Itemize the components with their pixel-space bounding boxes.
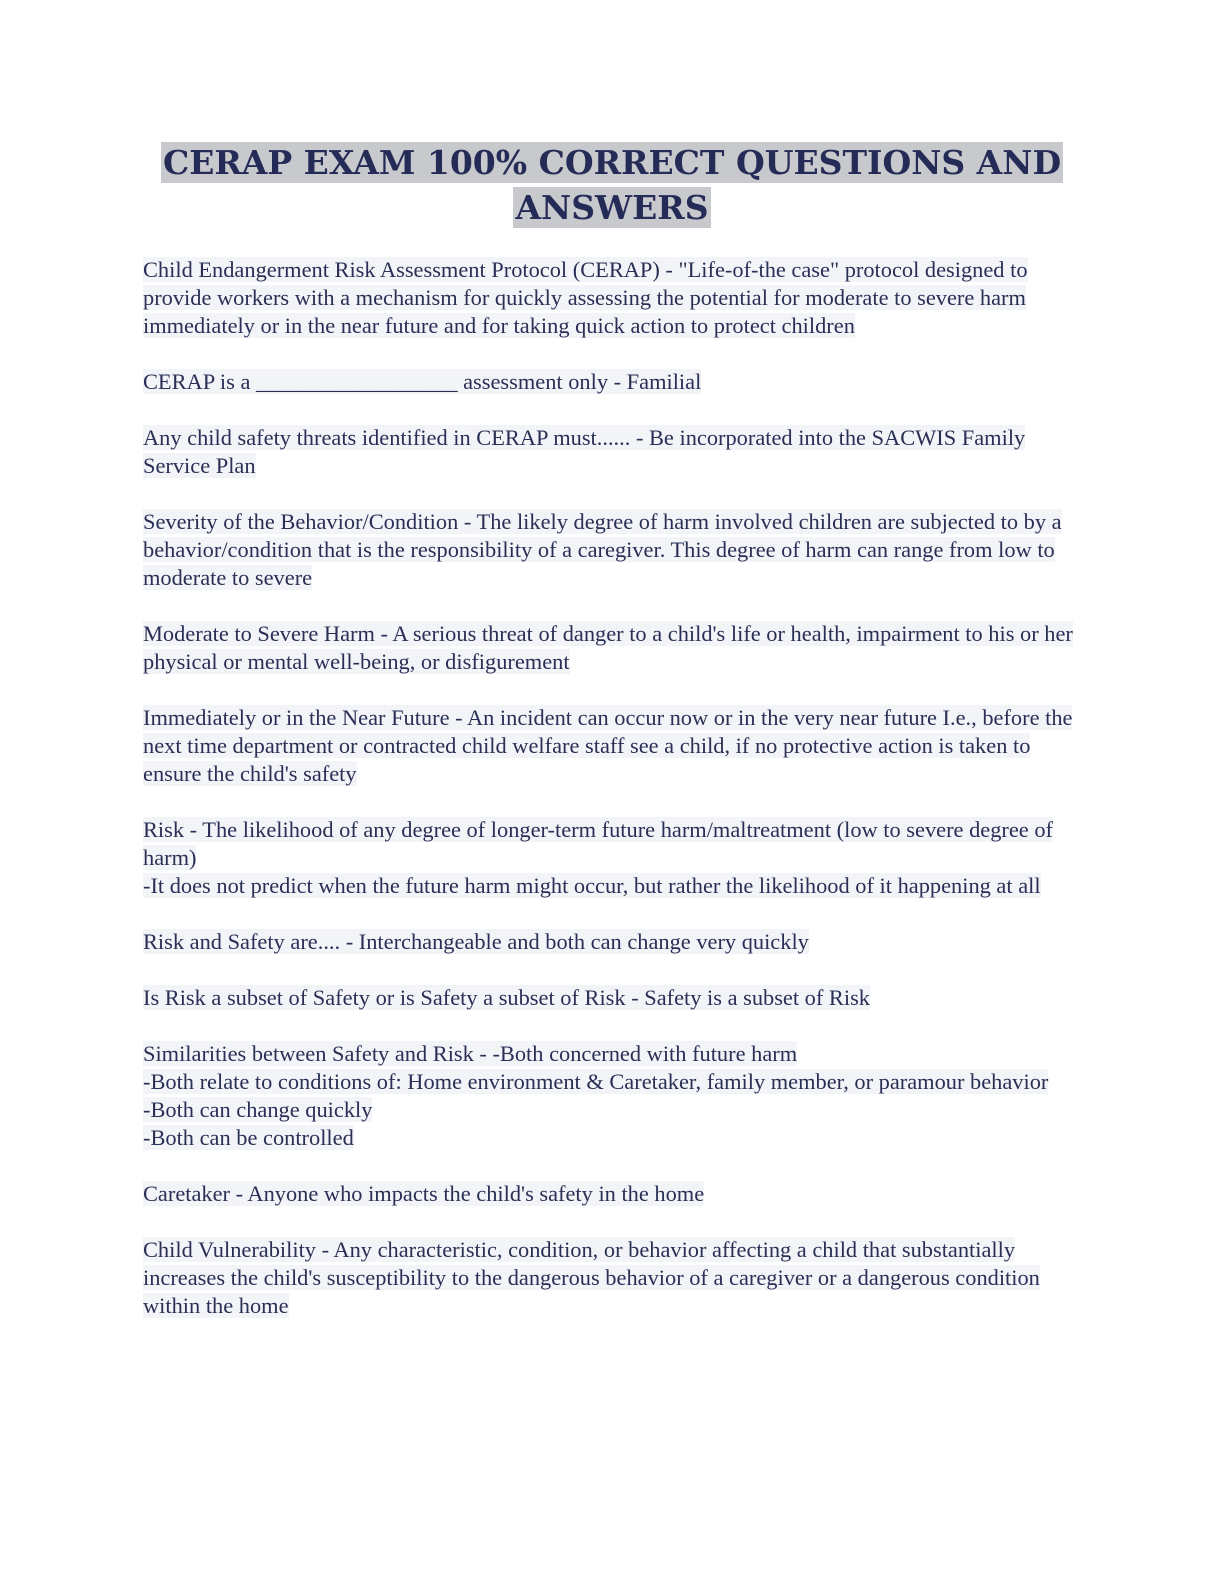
qa-item: Caretaker - Anyone who impacts the child's safety in the home <box>143 1181 705 1206</box>
document-title <box>0 140 1224 230</box>
qa-item: Any child safety threats identified in CERAP must...... - Be incorporated into the SACWIS Family Service Plan <box>143 425 1026 478</box>
qa-item: Child Vulnerability - Any characteristic, condition, or behavior affecting a child that substantially increases the child's susceptibility to the dangerous behavior of a caregiver or a dangerous condition within the home <box>143 1237 1040 1318</box>
qa-item: Immediately or in the Near Future - An incident can occur now or in the very near future I.e., before the next time department or contracted child welfare staff see a child, if no protective action is taken to ensure the child's safety <box>143 705 1073 786</box>
qa-item: Severity of the Behavior/Condition - The likely degree of harm involved children are subjected to by a behavior/condition that is the responsibility of a caregiver. This degree of harm can range from low to moderate to severe <box>143 509 1062 590</box>
qa-list <box>143 256 1078 1348</box>
qa-item: Is Risk a subset of Safety or is Safety a subset of Risk - Safety is a subset of Risk <box>143 985 870 1010</box>
qa-item: Moderate to Severe Harm - A serious threat of danger to a child's life or health, impairment to his or her physical or mental well-being, or disfigurement <box>143 621 1073 674</box>
qa-item: Risk and Safety are.... - Interchangeable and both can change very quickly <box>143 929 809 954</box>
qa-item: Similarities between Safety and Risk - -Both concerned with future harm -Both relate to conditions of: Home environment & Caretaker, family member, or paramour behavior -Both can change quickly -Both can be controlled <box>143 1041 1049 1150</box>
title-line-2: ANSWERS <box>515 188 709 227</box>
qa-item: Child Endangerment Risk Assessment Protocol (CERAP) - "Life-of-the case" protocol designed to provide workers with a mechanism for quickly assessing the potential for moderate to severe harm immediately or in the near future and for taking quick action to protect children <box>143 257 1028 338</box>
title-line-1: CERAP EXAM 100% CORRECT QUESTIONS AND <box>162 143 1062 182</box>
qa-item: Risk - The likelihood of any degree of longer-term future harm/maltreatment (low to severe degree of harm) -It does not predict when the future harm might occur, but rather the likelihood of it happening at all <box>143 817 1053 898</box>
qa-item: CERAP is a __________________ assessment only - Familial <box>143 369 702 394</box>
